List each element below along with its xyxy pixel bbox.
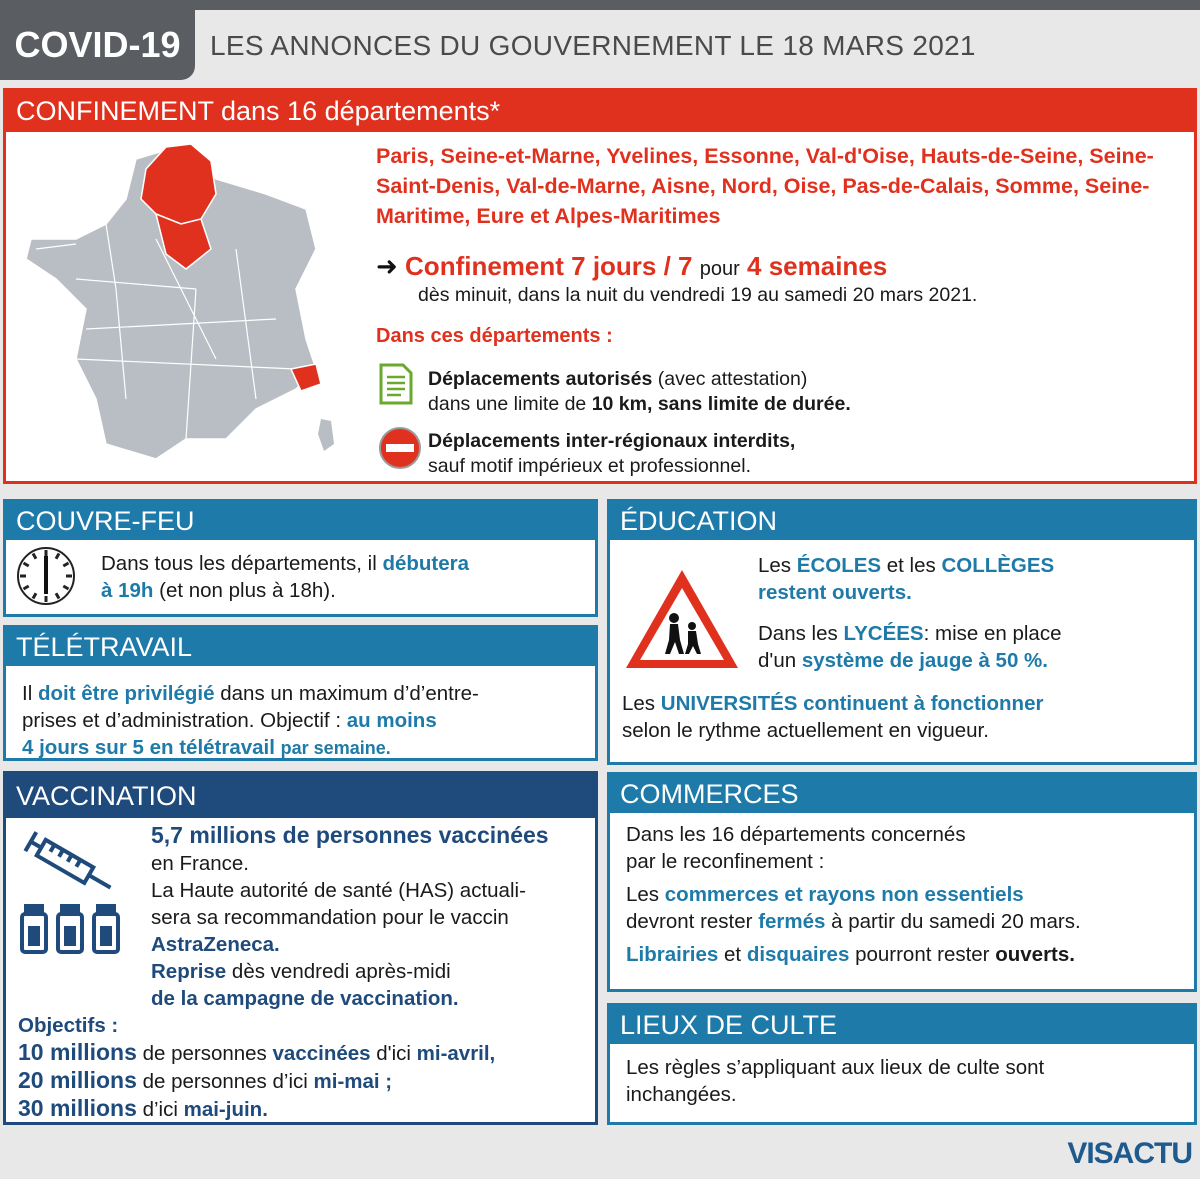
education-text-bottom — [622, 690, 1043, 744]
covid-tag: COVID-19 — [0, 10, 195, 80]
com-7: à partir du samedi 20 mars. — [831, 910, 1081, 933]
edu-5: restent ouverts. — [758, 581, 912, 604]
commerces-section — [607, 772, 1197, 992]
top-bar — [0, 0, 1200, 10]
confinement-title: CONFINEMENT dans 16 départements* — [16, 96, 501, 126]
vaccination-title: VACCINATION — [16, 780, 197, 811]
couvre-feu-section — [3, 499, 598, 617]
edu-4: COLLÈGES — [941, 554, 1055, 577]
edu-8: : mise en place — [923, 622, 1062, 645]
education-text-top — [758, 552, 1054, 606]
commerces-text-2 — [626, 881, 1081, 935]
com-3: Les — [626, 883, 660, 906]
com-11: pourront rester — [855, 943, 990, 966]
culte-2: inchangées. — [626, 1083, 737, 1106]
avec-attestation: (avec attestation) — [657, 368, 808, 390]
objectifs-label: Objectifs : — [18, 1014, 119, 1037]
cf-text-b: débutera — [382, 552, 470, 575]
tt-6: 4 jours sur 5 en télétravail — [22, 736, 275, 759]
vac-5: AstraZeneca. — [151, 933, 280, 956]
tt-7: par semaine. — [280, 738, 391, 758]
culte-1: Les règles s’appliquant aux lieux de culte sont — [626, 1056, 1045, 1079]
edu-9: d'un — [758, 649, 797, 672]
culte-text — [626, 1054, 1044, 1108]
tt-5: au moins — [346, 709, 437, 732]
edu-11: Les — [622, 692, 656, 715]
obj-2c: mi-mai ; — [313, 1070, 393, 1093]
education-text-mid — [758, 620, 1061, 674]
cf-text-d: (et non plus à 18h). — [159, 579, 336, 602]
edu-2: ÉCOLES — [796, 554, 882, 577]
commerces-header — [610, 775, 1194, 813]
page-title: LES ANNONCES DU GOUVERNEMENT LE 18 MARS 2021 — [210, 30, 976, 61]
no-entry-icon — [378, 426, 422, 470]
dans-ces-label: Dans ces départements : — [376, 325, 613, 347]
edu-1: Les — [758, 554, 792, 577]
obj-1c: vaccinées — [272, 1042, 371, 1065]
obj-1a: 10 millions — [18, 1039, 137, 1065]
com-2: par le reconfinement : — [626, 850, 825, 873]
commerces-text-3 — [626, 941, 1075, 968]
vac-1: 5,7 millions de personnes vaccinées — [151, 822, 549, 848]
teletravail-title: TÉLÉTRAVAIL — [16, 631, 193, 662]
edu-7: LYCÉES — [843, 622, 924, 645]
vac-6: Reprise — [151, 960, 227, 983]
commerces-text — [626, 821, 966, 875]
confinement-section — [3, 88, 1197, 484]
objectifs-text — [18, 1012, 495, 1123]
clock-icon — [14, 544, 78, 608]
edu-6: Dans les — [758, 622, 838, 645]
arrow-right-icon: ➜ — [376, 251, 398, 281]
education-section — [607, 499, 1197, 765]
com-8: Librairies — [626, 943, 719, 966]
lockdown-main: Confinement 7 jours / 7 — [405, 251, 693, 281]
teletravail-text — [22, 680, 479, 762]
edu-12: UNIVERSITÉS continuent à fonctionner — [660, 692, 1044, 715]
document-icon — [379, 363, 413, 405]
culte-header — [610, 1006, 1194, 1044]
departements-list: Paris, Seine-et-Marne, Yvelines, Essonne, Val-d'Oise, Hauts-de-Seine, Seine-Saint-Denis, Val-de-Marne, Aisne, Nord, Oise, Pas-de-Calais, Somme, Seine-Maritime, Eure et Alpes-Maritimes — [376, 144, 1154, 228]
com-1: Dans les 16 départements concernés — [626, 823, 966, 846]
com-10: disquaires — [746, 943, 850, 966]
limite-prefix: dans une limite de — [428, 393, 587, 415]
culte-section — [607, 1003, 1197, 1125]
cf-text-c: à 19h — [101, 579, 154, 602]
motif: sauf motif impérieux et professionnel. — [428, 455, 751, 477]
visactu-logo: VISACTU — [1067, 1137, 1192, 1170]
interdits-text — [428, 429, 795, 479]
vac-3: La Haute autorité de santé (HAS) actuali- — [151, 879, 526, 902]
deplacements-autorises-text — [428, 367, 851, 417]
couvre-feu-header — [6, 502, 595, 540]
teletravail-section — [3, 625, 598, 761]
syringe-icon — [16, 826, 126, 906]
edu-13: selon le rythme actuellement en vigueur. — [622, 719, 989, 742]
teletravail-header — [6, 628, 595, 666]
vaccination-header — [6, 774, 595, 818]
deplacements-autorises: Déplacements autorisés — [428, 368, 653, 390]
vaccination-text — [151, 822, 596, 1012]
com-9: et — [724, 943, 742, 966]
limite-bold: 10 km, sans limite de durée. — [591, 393, 851, 415]
com-12: ouverts. — [995, 943, 1075, 966]
obj-2a: 20 millions — [18, 1067, 137, 1093]
lockdown-duration: 4 semaines — [747, 251, 888, 281]
couvre-feu-text — [101, 550, 469, 604]
vac-8: de la campagne de vaccination. — [151, 987, 459, 1010]
school-crossing-sign-icon — [622, 566, 742, 672]
obj-3b: d’ici — [142, 1098, 178, 1121]
edu-10: système de jauge à 50 %. — [801, 649, 1048, 672]
tt-2: doit être privilégié — [37, 682, 215, 705]
tt-3: dans un maximum d’d’entre- — [220, 682, 479, 705]
com-6: fermés — [758, 910, 826, 933]
obj-3a: 30 millions — [18, 1095, 137, 1121]
education-header — [610, 502, 1194, 540]
com-5: devront rester — [626, 910, 753, 933]
vac-4: sera sa recommandation pour le vaccin — [151, 906, 509, 929]
couvre-feu-title: COUVRE-FEU — [16, 505, 195, 536]
obj-1e: mi-avril, — [416, 1042, 496, 1065]
culte-title: LIEUX DE CULTE — [620, 1009, 838, 1040]
lockdown-line — [376, 251, 887, 282]
obj-2b: de personnes d’ici — [142, 1070, 308, 1093]
edu-3: et les — [886, 554, 936, 577]
obj-1d: d'ici — [376, 1042, 411, 1065]
vac-2: en France. — [151, 852, 249, 875]
confinement-header — [6, 91, 1194, 132]
interdits: Déplacements inter-régionaux interdits, — [428, 430, 796, 452]
vials-icon — [20, 904, 130, 956]
commerces-title: COMMERCES — [620, 778, 799, 809]
vaccination-section — [3, 771, 598, 1125]
education-title: ÉDUCATION — [620, 505, 778, 536]
com-4: commerces et rayons non essentiels — [664, 883, 1024, 906]
obj-3c: mai-juin. — [183, 1098, 268, 1121]
obj-1b: de personnes — [142, 1042, 267, 1065]
vac-7: dès vendredi après-midi — [231, 960, 451, 983]
tt-4: prises et d’administration. Objectif : — [22, 709, 342, 732]
lockdown-start: dès minuit, dans la nuit du vendredi 19 au samedi 20 mars 2021. — [418, 284, 978, 306]
cf-text-a: Dans tous les départements, il — [101, 552, 377, 575]
france-map-icon — [16, 139, 356, 479]
tt-1: Il — [22, 682, 33, 705]
lockdown-pour: pour — [699, 258, 740, 280]
